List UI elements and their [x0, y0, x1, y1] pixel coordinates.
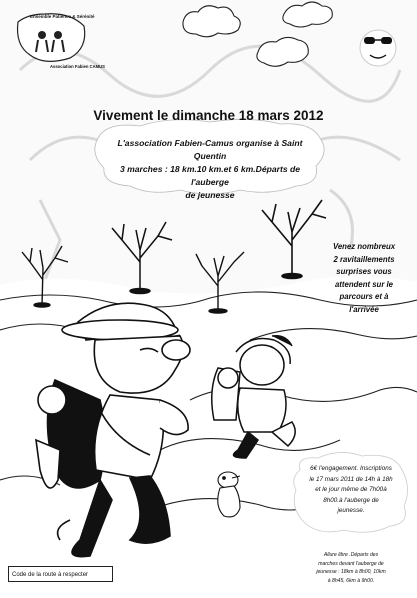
engagement-line: 8h00.à l'auberge de — [323, 496, 379, 504]
logo-bottom-text: Association Fabien CAMUS — [50, 64, 105, 69]
allure-info — [296, 551, 406, 585]
side-note-line: l'arrivée — [349, 304, 379, 314]
sun-sunglasses-icon — [360, 30, 396, 66]
intro-line: 3 marches : 18 km.10 km.et 6 km.Départs de l'auberge — [119, 164, 301, 187]
engagement-line: jeunesse. — [337, 507, 365, 514]
allure-line: à 8h45, 6km à 9h00. — [327, 577, 375, 584]
side-note-line: parcours et à — [339, 292, 389, 302]
logo-top-text: Ensemble Patience & Sérénité — [30, 14, 95, 19]
tree-icon — [112, 222, 172, 294]
tree-icon — [262, 200, 326, 279]
intro-text — [110, 137, 310, 202]
page-title: Vivement le dimanche 18 mars 2012 — [93, 108, 324, 123]
engagement-info — [296, 464, 406, 517]
allure-line: marches devant l'auberge de — [318, 560, 384, 567]
cartoon-dog-icon — [218, 472, 240, 517]
side-note — [318, 241, 410, 317]
engagement-line: le 17 mars 2011 de 14h à 18h — [309, 475, 393, 483]
allure-line: jeunesse : 18km à 8h00, 10km — [316, 569, 386, 575]
association-logo — [18, 14, 85, 62]
intro-line: L'association Fabien-Camus organise à Saint Quentin — [117, 138, 303, 161]
road-code-notice: Code de la route à respecter — [8, 566, 113, 582]
side-note-line: attendent sur le — [334, 279, 394, 289]
cloud-icon — [257, 37, 308, 66]
cloud-icon — [283, 2, 332, 27]
allure-line: Allure libre .Départs des — [323, 552, 379, 558]
side-note-line: surprises vous — [336, 267, 392, 277]
engagement-line: et le jour même de 7h00à — [315, 486, 387, 493]
cloud-icon — [183, 6, 240, 37]
intro-line: de jeunesse — [185, 190, 235, 200]
side-note-line: Venez nombreux — [332, 242, 396, 251]
side-note-line: 2 ravitaillements — [333, 254, 395, 264]
engagement-line: 6€ l'engagement. Inscriptions — [310, 465, 392, 472]
